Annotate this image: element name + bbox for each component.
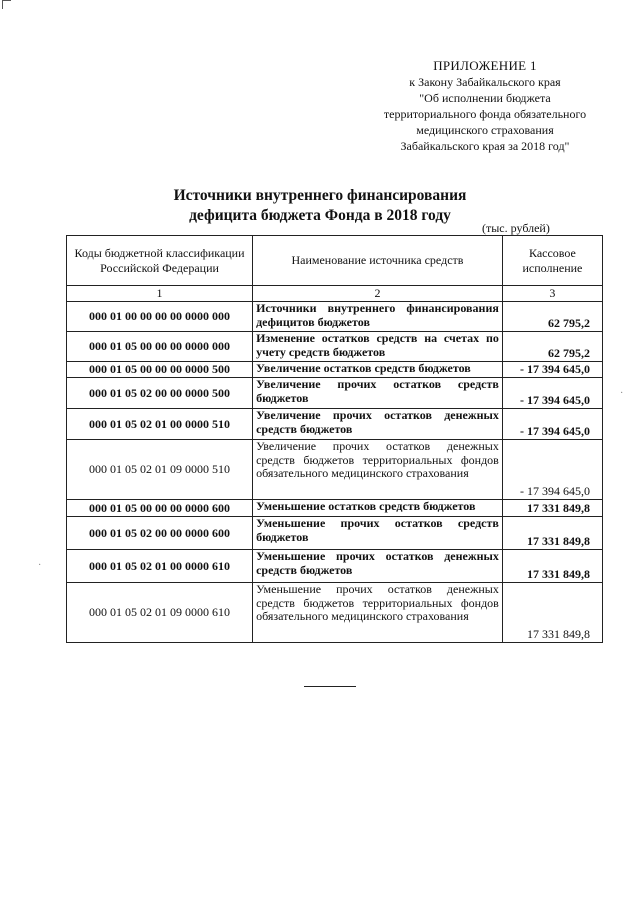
financing-sources-table [66, 235, 603, 643]
appendix-line: к Закону Забайкальского края [409, 75, 561, 89]
header-codes: Коды бюджетной классификации Российской Федерации [67, 236, 253, 286]
table-row [67, 583, 603, 643]
table-row [67, 440, 603, 500]
header-value: Кассовое исполнение [502, 236, 602, 286]
table-row [67, 550, 603, 583]
table-row [67, 517, 603, 550]
appendix-line: Забайкальского края за 2018 год" [400, 139, 570, 153]
row-value: 62 795,2 [502, 332, 602, 362]
row-code: 000 01 05 02 00 00 0000 500 [67, 378, 253, 409]
appendix-line: "Об исполнении бюджета [419, 91, 551, 105]
row-name: Источники внутреннего финансирования дефицитов бюджетов [253, 302, 503, 332]
column-number: 3 [502, 286, 602, 302]
row-value: - 17 394 645,0 [502, 440, 602, 500]
row-code: 000 01 05 02 01 00 0000 510 [67, 409, 253, 440]
table-row [67, 332, 603, 362]
document-title [120, 186, 520, 226]
appendix-line: медицинского страхования [416, 123, 554, 137]
row-value: 17 331 849,8 [502, 517, 602, 550]
row-code: 000 01 05 00 00 00 0000 500 [67, 362, 253, 378]
row-value: 17 331 849,8 [502, 500, 602, 517]
scan-corner-mark [2, 0, 11, 9]
row-code: 000 01 05 02 01 09 0000 510 [67, 440, 253, 500]
row-value: - 17 394 645,0 [502, 409, 602, 440]
row-name: Уменьшение прочих остатков денежных средств бюджетов территориальных фондов обязательного медицинского страхования [253, 583, 503, 643]
table-header-row [67, 236, 603, 286]
row-name: Уменьшение остатков средств бюджетов [253, 500, 503, 517]
appendix-line: территориального фонда обязательного [383, 107, 587, 121]
row-code: 000 01 05 02 01 09 0000 610 [67, 583, 253, 643]
row-code: 000 01 05 02 00 00 0000 600 [67, 517, 253, 550]
row-value: 17 331 849,8 [502, 550, 602, 583]
row-name: Изменение остатков средств на счетах по учету средств бюджетов [253, 332, 503, 362]
scan-speck: · [38, 560, 42, 571]
appendix-heading: ПРИЛОЖЕНИЕ 1 [433, 58, 537, 73]
row-value: 17 331 849,8 [502, 583, 602, 643]
table-row [67, 409, 603, 440]
table-row [67, 500, 603, 517]
row-name: Увеличение прочих остатков денежных средств бюджетов [253, 409, 503, 440]
units-label: (тыс. рублей) [482, 221, 550, 235]
table-row [67, 378, 603, 409]
row-name: Увеличение прочих остатков денежных средств бюджетов территориальных фондов обязательного медицинского страхования [253, 440, 503, 500]
row-code: 000 01 00 00 00 00 0000 000 [67, 302, 253, 332]
row-value: - 17 394 645,0 [502, 362, 602, 378]
row-name: Увеличение остатков средств бюджетов [253, 362, 503, 378]
row-name: Увеличение прочих остатков средств бюджетов [253, 378, 503, 409]
end-separator-line [304, 686, 356, 687]
title-line-2: дефицита бюджета Фонда в 2018 году [189, 207, 451, 224]
header-name: Наименование источника средств [253, 236, 503, 286]
table-row [67, 302, 603, 332]
column-number: 1 [67, 286, 253, 302]
row-name: Уменьшение прочих остатков средств бюджетов [253, 517, 503, 550]
row-name: Уменьшение прочих остатков денежных средств бюджетов [253, 550, 503, 583]
scan-speck: · [620, 388, 624, 399]
row-code: 000 01 05 00 00 00 0000 600 [67, 500, 253, 517]
title-line-1: Источники внутреннего финансирования [173, 187, 467, 204]
row-value: 62 795,2 [502, 302, 602, 332]
row-code: 000 01 05 00 00 00 0000 000 [67, 332, 253, 362]
appendix-block [340, 58, 630, 154]
row-value: - 17 394 645,0 [502, 378, 602, 409]
column-number-row [67, 286, 603, 302]
row-code: 000 01 05 02 01 00 0000 610 [67, 550, 253, 583]
column-number: 2 [253, 286, 503, 302]
table-row [67, 362, 603, 378]
